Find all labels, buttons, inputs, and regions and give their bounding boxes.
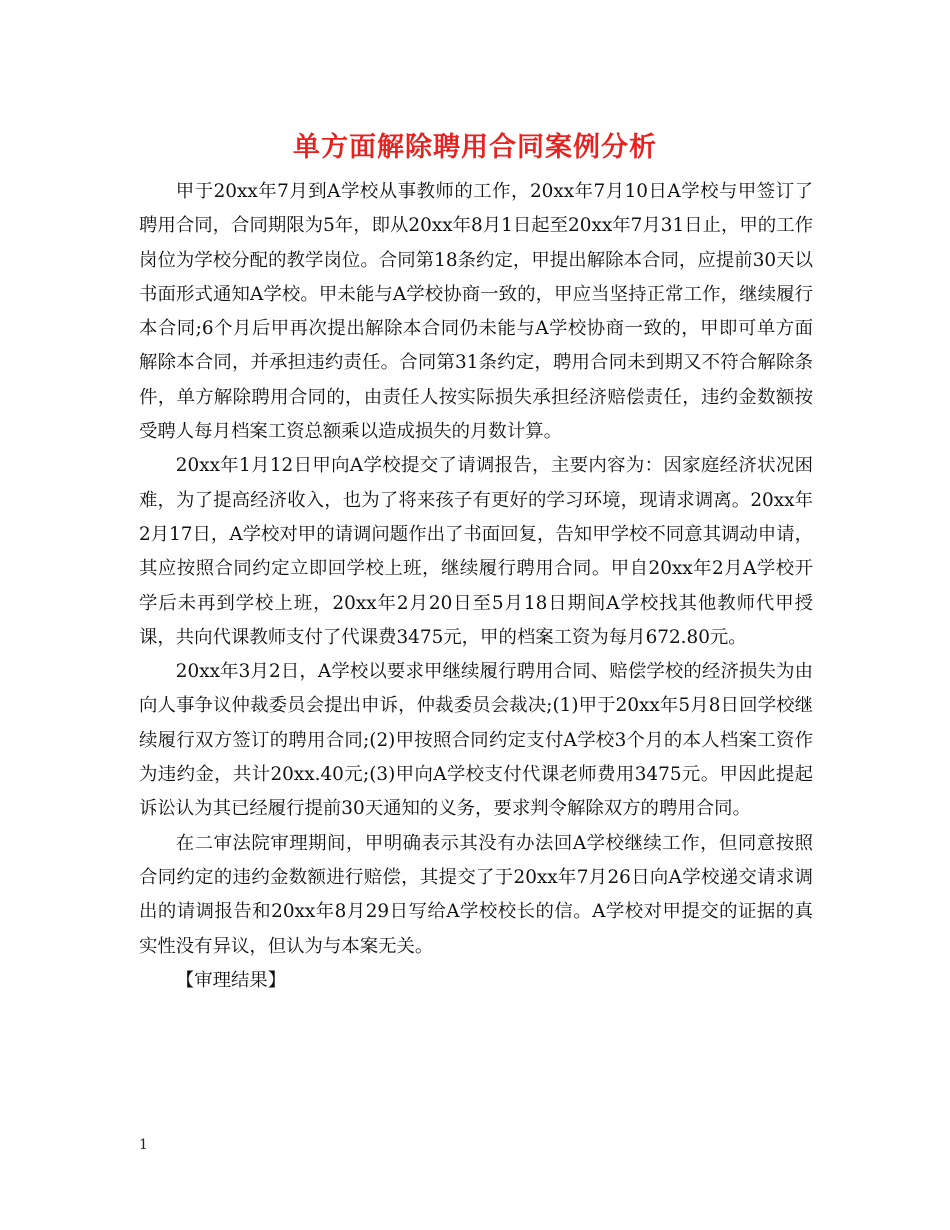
- document-body: [139, 175, 813, 998]
- paragraph-contract-terms: 甲于20xx年7月到A学校从事教师的工作，20xx年7月10日A学校与甲签订了聘用合同，合同期限为5年，即从20xx年8月1日起至20xx年7月31日止，甲的工作岗位为学校分配的教学岗位。合同第18条约定，甲提出解除本合同，应提前30天以书面形式通知A学校。甲未能与A学校协商一致的，甲应当坚持正常工作，继续履行本合同;6个月后甲再次提出解除本合同仍未能与A学校协商一致的，甲即可单方面解除本合同，并承担违约责任。合同第31条约定，聘用合同未到期又不符合解除条件，单方解除聘用合同的，由责任人按实际损失承担经济赔偿责任，违约金数额按受聘人每月档案工资总额乘以造成损失的月数计算。: [139, 181, 813, 443]
- paragraph-second-trial: 在二审法院审理期间，甲明确表示其没有办法回A学校继续工作，但同意按照合同约定的违约金数额进行赔偿，其提交了于20xx年7月26日向A学校递交请求调出的请调报告和20xx年8月29日写给A学校校长的信。A学校对甲提交的证据的真实性没有异议，但认为与本案无关。: [139, 832, 813, 957]
- document-title: 单方面解除聘用合同案例分析: [293, 132, 657, 163]
- paragraph-transfer-request: 20xx年1月12日甲向A学校提交了请调报告，主要内容为：因家庭经济状况困难，为了提高经济收入，也为了将来孩子有更好的学习环境，现请求调离。20xx年2月17日，A学校对甲的请调问题作出了书面回复，告知甲学校不同意其调动申请，其应按照合同约定立即回学校上班，继续履行聘用合同。甲自20xx年2月A学校开学后未再到学校上班，20xx年2月20日至5月18日期间A学校找其他教师代甲授课，共向代课教师支付了代课费3475元，甲的档案工资为每月672.80元。: [139, 455, 813, 648]
- page-number: 1: [139, 1137, 148, 1153]
- section-label-trial-result: 【审理结果】: [175, 969, 287, 991]
- paragraph-arbitration: 20xx年3月2日，A学校以要求甲继续履行聘用合同、赔偿学校的经济损失为由向人事争议仲裁委员会提出申诉，仲裁委员会裁决;(1)甲于20xx年5月8日回学校继续履行双方签订的聘用合同;(2)甲按照合同约定支付A学校3个月的本人档案工资作为违约金，共计20xx.40元;(3)甲向A学校支付代课老师费用3475元。甲因此提起诉讼认为其已经履行提前30天通知的义务，要求判令解除双方的聘用合同。: [139, 661, 813, 820]
